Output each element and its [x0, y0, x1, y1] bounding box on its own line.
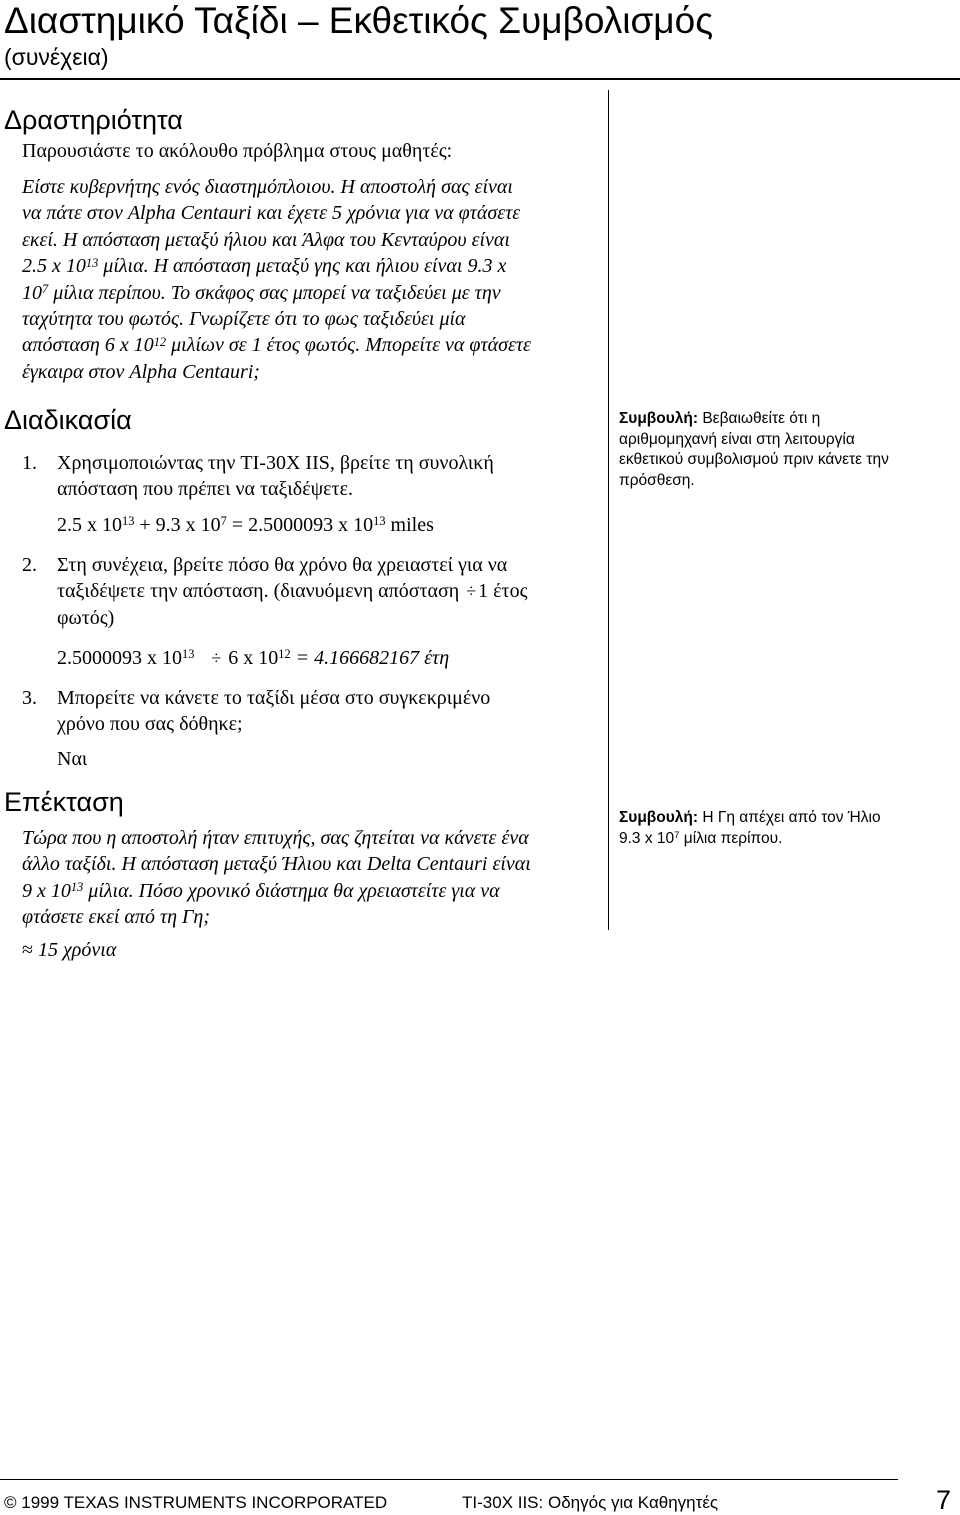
footer-guide-title: TI-30X IIS: Οδηγός για Καθηγητές: [462, 1493, 719, 1512]
footer-copyright: © 1999 TEXAS INSTRUMENTS INCORPORATED: [4, 1493, 388, 1512]
procedure-heading: Διαδικασία: [4, 405, 132, 435]
page-subtitle: (συνέχεια): [4, 44, 109, 70]
tip-label: Συμβουλή:: [619, 410, 699, 427]
column-divider: [608, 90, 609, 930]
problem-line: ταχύτητα του φωτός. Γνωρίζετε ότι το φως ταξιδεύει μία: [22, 308, 466, 331]
divide-icon: ÷: [211, 648, 222, 668]
step-1-text: Χρησιμοποιώντας την TI-30X IIS, βρείτε τη συνολική απόσταση που πρέπει να ταξιδέψετε.: [57, 452, 494, 501]
activity-heading: Δραστηριότητα: [4, 105, 183, 135]
activity-problem: [22, 174, 607, 385]
page-title: Διαστημικό Ταξίδι – Εκθετικός Συμβολισμός: [4, 0, 714, 41]
step-1-calculation: 2.5 x $10^{13} + 9.3$ x $10^7 = 2.5000093$ x $10^{13}$ miles: [57, 514, 434, 536]
problem-line: έγκαιρα στον Alpha Centauri;: [22, 360, 260, 383]
step-2-number: 2.: [22, 554, 37, 576]
problem-line: Είστε κυβερνήτης ενός διαστημόπλοιου. Η αποστολή σας είναι: [22, 176, 513, 198]
footer-rule: [0, 1479, 898, 1480]
tip-calculator-mode: Συμβουλή: Βεβαιωθείτε ότι η αριθμομηχανή είναι στη λειτουργία εκθετικού συμβολισμού πριν κάνετε την πρόσθεση.: [619, 410, 889, 489]
step-1-number: 1.: [22, 452, 37, 474]
step-3-answer: Ναι: [57, 748, 88, 770]
problem-line: απόσταση 6 x $10^{12}$ μιλίων σε 1 έτος φωτός. Μπορείτε να φτάσετε: [22, 334, 531, 357]
step-2-text: Στη συνέχεια, βρείτε πόσο θα χρόνο θα χρειαστεί για να ταξιδέψετε την απόσταση. (διανυόμενη απόσταση ÷ 1 έτος φωτός): [57, 554, 528, 629]
problem-line: να πάτε στον Alpha Centauri και έχετε 5 χρόνια για να φτάσετε: [22, 202, 521, 225]
tip-earth-distance: Συμβουλή: Η Γη απέχει από τον Ήλιο 9.3 x $10^7$ μίλια περίπου.: [619, 809, 881, 847]
approx-icon: ≈: [22, 939, 33, 961]
extension-text: Τώρα που η αποστολή ήταν επιτυχής, σας ζητείται να κάνετε ένα άλλο ταξίδι. Η απόσταση μεταξύ Ήλιου και Delta Centauri είναι 9 x $10^{13}$ μίλια. Πόσο χρονικό διάστημα θα χρειαστείτε για να φτάσετε εκεί από τη Γη;: [22, 827, 531, 929]
problem-line: 2.5 x $10^{13}$ μίλια. Η απόσταση μεταξύ γης και ήλιου είναι 9.3 x: [22, 255, 507, 278]
header-rule: [0, 78, 960, 80]
problem-line: εκεί. Η απόσταση μεταξύ ήλιου και Άλφα του Κενταύρου είναι: [22, 228, 510, 251]
page-number: 7: [936, 1485, 952, 1515]
tip-label: Συμβουλή:: [619, 809, 699, 826]
extension-answer: ≈ 15 χρόνια: [22, 939, 117, 961]
problem-line: $10^7$ μίλια περίπου. Το σκάφος σας μπορεί να ταξιδεύει με την: [22, 281, 501, 304]
divide-icon: ÷: [466, 581, 477, 602]
step-3-number: 3.: [22, 687, 37, 709]
step-3-text: Μπορείτε να κάνετε το ταξίδι μέσα στο συγκεκριμένο χρόνο που σας δόθηκε;: [57, 687, 491, 736]
extension-heading: Επέκταση: [4, 787, 124, 817]
activity-intro: Παρουσιάστε το ακόλουθο πρόβλημα στους μαθητές:: [22, 140, 453, 162]
step-2-calculation: 2.5000093 x $10^{13} \div 6$ x $10^{12} = 4.166682167$ έτη: [57, 645, 449, 671]
